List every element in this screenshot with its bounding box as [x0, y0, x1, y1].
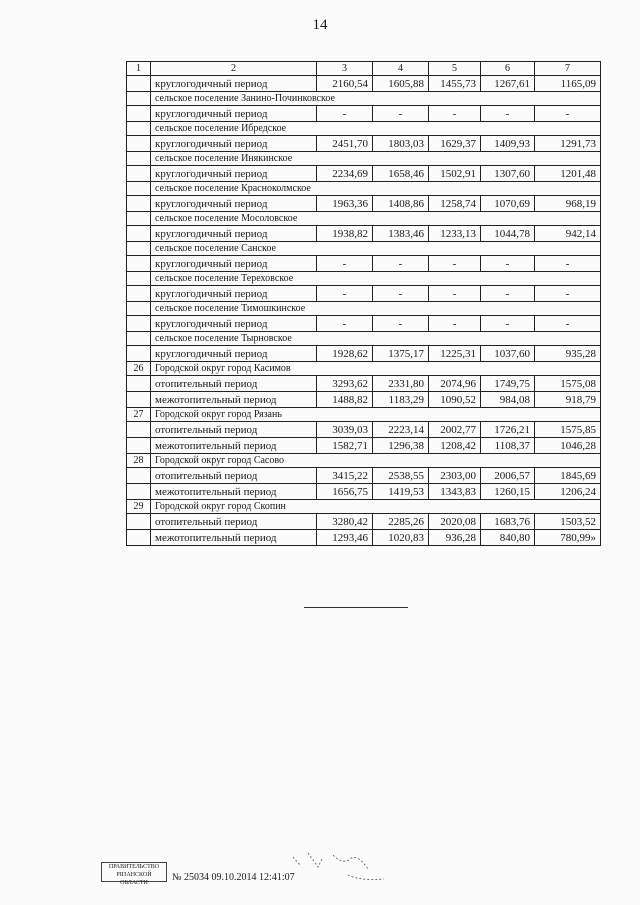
- section-title-cell: сельское поселение Мосоловское: [151, 212, 601, 226]
- table-section-row: [127, 92, 601, 106]
- value-cell: -: [481, 256, 535, 272]
- value-cell: 1409,93: [481, 136, 535, 152]
- section-title-cell: Городской округ город Рязань: [151, 408, 601, 422]
- row-number-cell: [127, 242, 151, 256]
- table-row: [127, 514, 601, 530]
- value-cell: 1260,15: [481, 484, 535, 500]
- period-label-cell: круглогодичный период: [151, 226, 317, 242]
- value-cell: 1020,83: [373, 530, 429, 546]
- value-cell: 1267,61: [481, 76, 535, 92]
- value-cell: 840,80: [481, 530, 535, 546]
- value-cell: 1749,75: [481, 376, 535, 392]
- table-section-row: [127, 454, 601, 468]
- period-label-cell: круглогодичный период: [151, 106, 317, 122]
- table-row: [127, 468, 601, 484]
- value-cell: 3039,03: [317, 422, 373, 438]
- value-cell: 1803,03: [373, 136, 429, 152]
- value-cell: 3415,22: [317, 468, 373, 484]
- table-section-row: [127, 302, 601, 316]
- column-header: 5: [429, 62, 481, 76]
- table-section-row: [127, 500, 601, 514]
- table-row: [127, 376, 601, 392]
- value-cell: 3280,42: [317, 514, 373, 530]
- value-cell: 1108,37: [481, 438, 535, 454]
- value-cell: 1605,88: [373, 76, 429, 92]
- value-cell: -: [373, 106, 429, 122]
- period-label-cell: круглогодичный период: [151, 136, 317, 152]
- column-header: 7: [535, 62, 601, 76]
- table-row: [127, 530, 601, 546]
- value-cell: 1938,82: [317, 226, 373, 242]
- period-label-cell: круглогодичный период: [151, 166, 317, 182]
- row-number-cell: 29: [127, 500, 151, 514]
- registration-number: № 25034 09.10.2014 12:41:07: [172, 872, 295, 883]
- period-label-cell: круглогодичный период: [151, 346, 317, 362]
- value-cell: -: [429, 286, 481, 302]
- row-number-cell: [127, 422, 151, 438]
- value-cell: -: [317, 106, 373, 122]
- value-cell: 942,14: [535, 226, 601, 242]
- value-cell: -: [317, 316, 373, 332]
- table-header-row: [127, 62, 601, 76]
- value-cell: -: [373, 316, 429, 332]
- table-section-row: [127, 408, 601, 422]
- value-cell: 1408,86: [373, 196, 429, 212]
- value-cell: 1726,21: [481, 422, 535, 438]
- value-cell: 984,08: [481, 392, 535, 408]
- period-label-cell: круглогодичный период: [151, 286, 317, 302]
- value-cell: 1928,62: [317, 346, 373, 362]
- row-number-cell: [127, 76, 151, 92]
- value-cell: 2538,55: [373, 468, 429, 484]
- value-cell: 1455,73: [429, 76, 481, 92]
- value-cell: 2160,54: [317, 76, 373, 92]
- value-cell: -: [535, 106, 601, 122]
- value-cell: 1963,36: [317, 196, 373, 212]
- table-section-row: [127, 182, 601, 196]
- row-number-cell: [127, 302, 151, 316]
- value-cell: 1233,13: [429, 226, 481, 242]
- value-cell: 1575,08: [535, 376, 601, 392]
- value-cell: -: [481, 286, 535, 302]
- period-label-cell: отопительный период: [151, 468, 317, 484]
- value-cell: -: [317, 256, 373, 272]
- value-cell: -: [535, 256, 601, 272]
- signature-line: [304, 607, 408, 608]
- column-header: 1: [127, 62, 151, 76]
- table-row: [127, 166, 601, 182]
- value-cell: -: [535, 286, 601, 302]
- table-row: [127, 438, 601, 454]
- value-cell: 2223,14: [373, 422, 429, 438]
- section-title-cell: Городской округ город Сасово: [151, 454, 601, 468]
- value-cell: -: [317, 286, 373, 302]
- row-number-cell: [127, 346, 151, 362]
- period-label-cell: круглогодичный период: [151, 76, 317, 92]
- table-row: [127, 484, 601, 500]
- row-number-cell: [127, 182, 151, 196]
- row-number-cell: [127, 272, 151, 286]
- value-cell: -: [481, 316, 535, 332]
- value-cell: -: [373, 286, 429, 302]
- value-cell: 1307,60: [481, 166, 535, 182]
- value-cell: 1090,52: [429, 392, 481, 408]
- value-cell: 1258,74: [429, 196, 481, 212]
- value-cell: 1070,69: [481, 196, 535, 212]
- page-number: 14: [312, 17, 328, 33]
- value-cell: 2303,00: [429, 468, 481, 484]
- table-section-row: [127, 122, 601, 136]
- value-cell: 2074,96: [429, 376, 481, 392]
- row-number-cell: [127, 438, 151, 454]
- value-cell: 1683,76: [481, 514, 535, 530]
- row-number-cell: [127, 286, 151, 302]
- value-cell: 935,28: [535, 346, 601, 362]
- section-title-cell: сельское поселение Занино-Починковское: [151, 92, 601, 106]
- column-header: 6: [481, 62, 535, 76]
- period-label-cell: межотопительный период: [151, 392, 317, 408]
- value-cell: 2285,26: [373, 514, 429, 530]
- section-title-cell: сельское поселение Ибредское: [151, 122, 601, 136]
- value-cell: 1044,78: [481, 226, 535, 242]
- period-label-cell: межотопительный период: [151, 484, 317, 500]
- period-label-cell: отопительный период: [151, 422, 317, 438]
- column-header: 4: [373, 62, 429, 76]
- value-cell: 1488,82: [317, 392, 373, 408]
- value-cell: 1383,46: [373, 226, 429, 242]
- period-label-cell: отопительный период: [151, 376, 317, 392]
- section-title-cell: сельское поселение Тимошкинское: [151, 302, 601, 316]
- value-cell: -: [429, 256, 481, 272]
- row-number-cell: [127, 226, 151, 242]
- tariff-table: [126, 61, 601, 546]
- table-section-row: [127, 152, 601, 166]
- value-cell: 1343,83: [429, 484, 481, 500]
- value-cell: 968,19: [535, 196, 601, 212]
- value-cell: -: [429, 316, 481, 332]
- period-label-cell: круглогодичный период: [151, 316, 317, 332]
- value-cell: 1656,75: [317, 484, 373, 500]
- section-title-cell: сельское поселение Тырновское: [151, 332, 601, 346]
- value-cell: -: [429, 106, 481, 122]
- value-cell: 918,79: [535, 392, 601, 408]
- period-label-cell: межотопительный период: [151, 530, 317, 546]
- row-number-cell: [127, 166, 151, 182]
- table-row: [127, 316, 601, 332]
- table-row: [127, 136, 601, 152]
- row-number-cell: [127, 484, 151, 500]
- row-number-cell: [127, 514, 151, 530]
- value-cell: 2451,70: [317, 136, 373, 152]
- row-number-cell: [127, 468, 151, 484]
- value-cell: 1419,53: [373, 484, 429, 500]
- row-number-cell: [127, 316, 151, 332]
- value-cell: 1183,29: [373, 392, 429, 408]
- value-cell: 1502,91: [429, 166, 481, 182]
- value-cell: 1037,60: [481, 346, 535, 362]
- section-title-cell: сельское поселение Тереховское: [151, 272, 601, 286]
- section-title-cell: сельское поселение Инякинское: [151, 152, 601, 166]
- row-number-cell: [127, 256, 151, 272]
- row-number-cell: [127, 152, 151, 166]
- value-cell: 1296,38: [373, 438, 429, 454]
- row-number-cell: [127, 106, 151, 122]
- table-row: [127, 256, 601, 272]
- table-row: [127, 76, 601, 92]
- value-cell: 1208,42: [429, 438, 481, 454]
- value-cell: 1503,52: [535, 514, 601, 530]
- table-section-row: [127, 272, 601, 286]
- value-cell: 780,99»: [535, 530, 601, 546]
- table-section-row: [127, 242, 601, 256]
- value-cell: 1046,28: [535, 438, 601, 454]
- value-cell: 936,28: [429, 530, 481, 546]
- row-number-cell: [127, 376, 151, 392]
- row-number-cell: [127, 122, 151, 136]
- registration-stamp: ПРАВИТЕЛЬСТВО РЯЗАНСКОЙ ОБЛАСТИ: [101, 862, 167, 882]
- row-number-cell: 26: [127, 362, 151, 376]
- value-cell: 2331,80: [373, 376, 429, 392]
- value-cell: -: [535, 316, 601, 332]
- value-cell: 2002,77: [429, 422, 481, 438]
- value-cell: 1575,85: [535, 422, 601, 438]
- table-row: [127, 422, 601, 438]
- value-cell: 1582,71: [317, 438, 373, 454]
- value-cell: 3293,62: [317, 376, 373, 392]
- table-section-row: [127, 332, 601, 346]
- row-number-cell: [127, 392, 151, 408]
- row-number-cell: 27: [127, 408, 151, 422]
- value-cell: 1375,17: [373, 346, 429, 362]
- section-title-cell: сельское поселение Красноколмское: [151, 182, 601, 196]
- value-cell: 1225,31: [429, 346, 481, 362]
- value-cell: -: [481, 106, 535, 122]
- table-row: [127, 106, 601, 122]
- table-section-row: [127, 362, 601, 376]
- value-cell: 1629,37: [429, 136, 481, 152]
- section-title-cell: Городской округ город Скопин: [151, 500, 601, 514]
- table-row: [127, 196, 601, 212]
- table-row: [127, 392, 601, 408]
- table-row: [127, 286, 601, 302]
- period-label-cell: круглогодичный период: [151, 196, 317, 212]
- section-title-cell: Городской округ город Касимов: [151, 362, 601, 376]
- value-cell: 2234,69: [317, 166, 373, 182]
- value-cell: 1291,73: [535, 136, 601, 152]
- row-number-cell: [127, 92, 151, 106]
- column-header: 3: [317, 62, 373, 76]
- section-title-cell: сельское поселение Санское: [151, 242, 601, 256]
- row-number-cell: [127, 196, 151, 212]
- value-cell: 1845,69: [535, 468, 601, 484]
- table-row: [127, 226, 601, 242]
- value-cell: 1201,48: [535, 166, 601, 182]
- column-header: 2: [151, 62, 317, 76]
- row-number-cell: [127, 136, 151, 152]
- value-cell: 2006,57: [481, 468, 535, 484]
- row-number-cell: 28: [127, 454, 151, 468]
- handwritten-signature: [288, 845, 388, 885]
- value-cell: 1165,09: [535, 76, 601, 92]
- table-section-row: [127, 212, 601, 226]
- row-number-cell: [127, 332, 151, 346]
- value-cell: 1206,24: [535, 484, 601, 500]
- value-cell: 2020,08: [429, 514, 481, 530]
- row-number-cell: [127, 212, 151, 226]
- period-label-cell: круглогодичный период: [151, 256, 317, 272]
- value-cell: -: [373, 256, 429, 272]
- table-row: [127, 346, 601, 362]
- period-label-cell: межотопительный период: [151, 438, 317, 454]
- row-number-cell: [127, 530, 151, 546]
- period-label-cell: отопительный период: [151, 514, 317, 530]
- value-cell: 1658,46: [373, 166, 429, 182]
- value-cell: 1293,46: [317, 530, 373, 546]
